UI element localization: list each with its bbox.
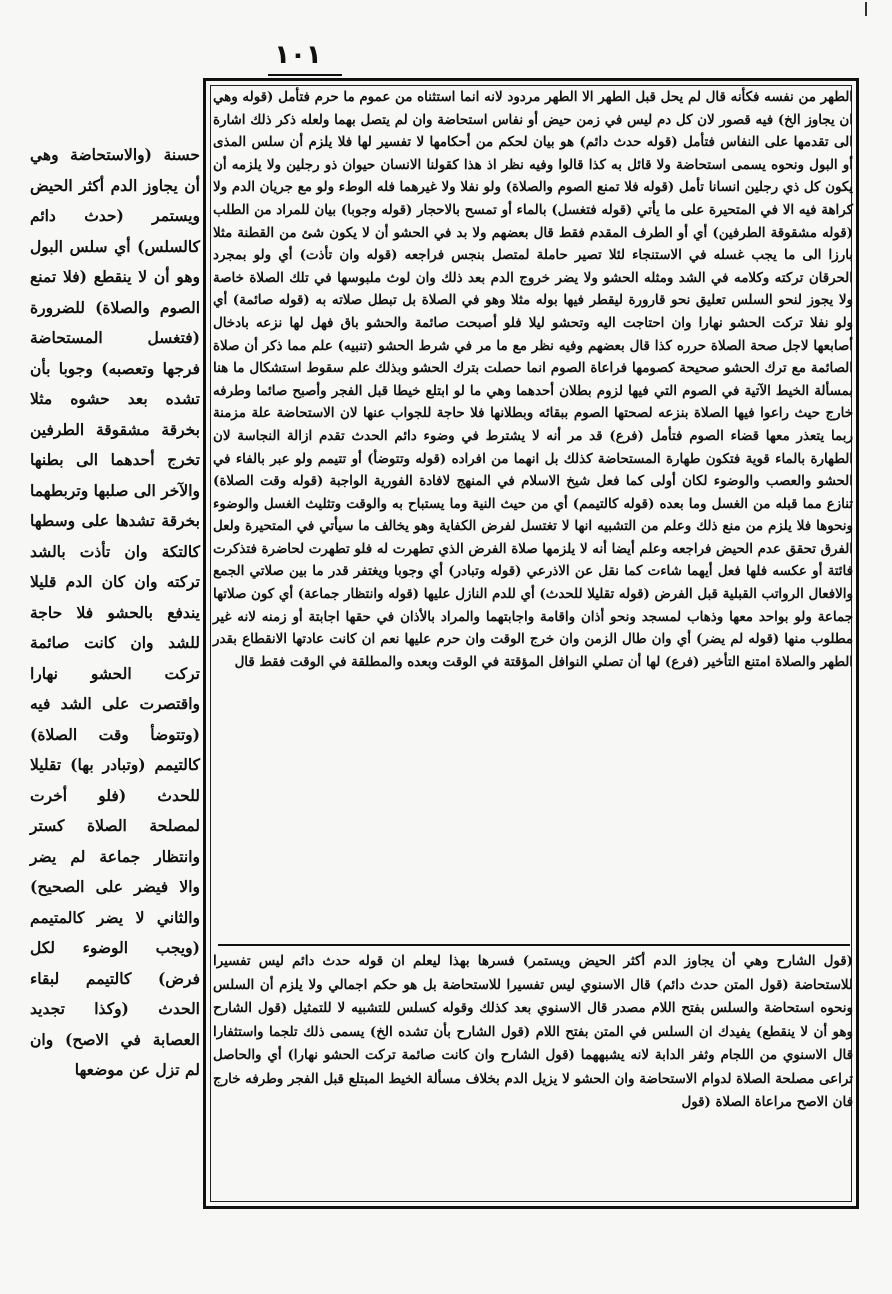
footnote-divider	[218, 944, 850, 946]
footnote-commentary-text	[213, 950, 853, 1200]
page-corner-mark	[855, 2, 867, 16]
main-commentary-paragraph: الطهر من نفسه فكأنه قال لم يحل قبل الطهر الا الطهر مردود لانه انما استثناه من عموم ما حرم فتأمل (قوله وهي ان يجاوز الخ) فيه قصور لان كل دم ليس في زمن حيض أو نفاس استحاضة وان لم يتصل بهما ولعله ذكر ذلك اشارة الى تقدمها على النفاس فتأمل (قوله حدث دائم) هو بيان لحكم من أحكامها لا تفسير لها فلا يلزم أن سلس المذى أو البول ونحوه يسمى استحاضة ولا قائل به كذا قالوا وفيه نظر اذ هذا كقولنا الانسان حيوان ذو رجلين ولا يلزمه أن يكون كل ذي رجلين انسانا تأمل (قوله فلا تمنع الصوم والصلاة) ولو نفلا ولا غيرهما فله الوطء ولو مع جريان الدم ولا كراهة فيه الا في المتحيرة على ما يأتي (قوله فتغسل) بالماء أو تمسح بالاحجار (قوله وجوبا) بيان للمراد من الطلب (قوله مشقوقة الطرفين) أي أو الطرف المقدم فقط قال بعضهم ولا بد في الحشو أن لا يكون شئ من القطنة مثلا بارزا الى ما يجب غسله في الاستنجاء لئلا تصير حاملة لمتصل بنجس فراجعه (قوله وان تأذت) أي ولو بمجرد الحرقان تركته وكلامه في الشد ومثله الحشو ولا يضر خروج الدم بعد ذلك وان لوث ملبوسها في تلك الصلاة خاصة ولا يجوز لنحو السلس تعليق نحو قارورة ليقطر فيها بوله مثلا وهو في الصلاة بل تبطل صلاته به (قوله صائمة) أي ولو نفلا تركت الحشو نهارا وان احتاجت اليه وتحشو ليلا فلو أصبحت صائمة والحشو باق فهل لها نزعه بادخال أصابعها لاجل صحة الصلاة حرره كذا قال بعضهم وفيه نظر مع ما مر في شرط الحشو (تنبيه) علم مما ذكر أن صلاة الصائمة مع ترك الحشو صحيحة كصومها فراعاة الصوم انما حصلت بترك الحشو وبذلك علم سقوط استشكال ما هنا بمسألة الخيط الآتية في الصوم التي فيها لزوم بطلان أحدهما وهي ما لو ابتلع خيطا قبل الفجر وأصبح صائما وطرفه خارج حيث راعوا فيها الصلاة بنزعه لصحتها الصوم ببقائه وبطلانها فلا حاجة للجواب عنها لان الاستحاضة علة مزمنة ربما يتعذر معها قضاء الصوم فتأمل (فرع) قد مر أنه لا يشترط في وضوء دائم الحدث تقدم ازالة النجاسة لان الطهارة بالماء قوية فتكون طهارة المستحاضة كذلك بل انهما من افراده (قوله وتتوضأ) أو تتيمم ولو عبر بالفاء في الحشو والعصب والوضوء لكان أولى كما فعل شيخ الاسلام في المنهج لافادة الفورية الواجبة (قوله وقت الصلاة) تنازع مما قبله من الغسل وما بعده (قوله كالتيمم) أي من حيث النية وما يستباح به والوقت وتثليث الغسل والوضوء ونحوها فلا يلزم من منع ذلك وعلم من التشبيه انها لا تغتسل لفرض الكفاية وهو يخالف ما سيأتي في المتحيرة ولعل الفرق تحقق عدم الحيض فراجعه وعلم أيضا أنه لا يلزمها صلاة الفرض الذي تطهرت له فلو تطهرت لحاضرة فتذكرت فائتة أو عكسه فلها فعل أيهما شاءت كما نقل عن الاذرعي (قوله وتبادر) أي وجوبا ويغتفر قدر ما بين صلاتي الجمع والافعال الرواتب القبلية قبل الفرض (قوله تقليلا للحدث) أي للدم النازل عليها (قوله وانتظار جماعة) أي كون صلاتها جماعة ولو بواحد معها وذهاب لمسجد ونحو أذان واقامة واجابتهما والمراد بالأذان في حقها اجابتة أو زمنه لانه غير مطلوب منها (قوله لم يضر) أي وان طال الزمن وان خرج الوقت وان حرم عليها نعم ان كانت عادتها الانقطاع بقدر الطهر والصلاة امتنع التأخير (فرع) لها أن تصلي النوافل المؤقتة في الوقت وبعده والمطلقة في الوقت فقط قال	[213, 89, 854, 670]
margin-matn-text	[30, 140, 200, 1079]
page-number-underline	[268, 74, 342, 76]
page-number: ١٠١	[274, 40, 322, 70]
footnote-commentary-paragraph: (قول الشارح وهي أن يجاوز الدم أكثر الحيض ويستمر) فسرها بهذا ليعلم ان قوله حدث دائم ليس تفسيرا للاستحاضة (قول المتن حدث دائم) قال الاسنوي ليس تفسيرا للاستحاضة بل هو حكم اجمالي ولا يلزم أن السلس ونحوه استحاضة والسلس بفتح اللام مصدر قال الاسنوي بعد كذلك وقوله كسلس للتشبيه لا للتمثيل (قول الشارح وهو أن لا ينقطع) يفيدك ان السلس في المتن بفتح اللام (قول الشارح بأن تشده الخ) يسمى ذلك تلجما واستثفارا قال الاسنوي من اللجام وثفر الدابة لانه يشبههما (قول الشارح وان كانت صائمة تركت الحشو نهارا) أي والحاصل تراعى مصلحة الصلاة لدوام الاستحاضة وان الحشو لا يزيل الدم بخلاف مسألة الخيط المبتلع قبل الفجر وطرفه خارج فان الاصح مراعاة الصلاة (قول	[213, 953, 853, 1110]
main-commentary-text	[213, 86, 853, 941]
margin-matn-paragraph: حسنة (والاستحاضة وهي أن يجاوز الدم أكثر الحيض ويستمر (حدث دائم كالسلس) أي سلس البول وهو أن لا ينقطع (فلا تمنع الصوم والصلاة) للضرورة (فتغسل المستحاضة فرجها وتعصبه) وجوبا بأن تشده بعد حشوه مثلا بخرقة مشقوقة الطرفين تخرج أحدهما الى بطنها والآخر الى صلبها وتربطهما بخرقة تشدها على وسطها كالتكة وان تأذت بالشد تركته وان كان الدم قليلا يندفع بالحشو فلا حاجة للشد وان كانت صائمة تركت الحشو نهارا واقتصرت على الشد فيه (وتتوضأ وقت الصلاة) كالتيمم (وتبادر بها) تقليلا للحدث (فلو أخرت لمصلحة الصلاة كستر وانتظار جماعة لم يضر والا فيضر على الصحيح) والثاني لا يضر كالمتيمم (ويجب الوضوء لكل فرض) كالتيمم لبقاء الحدث (وكذا تجديد العصابة في الاصح) وان لم تزل عن موضعها	[30, 145, 200, 1079]
